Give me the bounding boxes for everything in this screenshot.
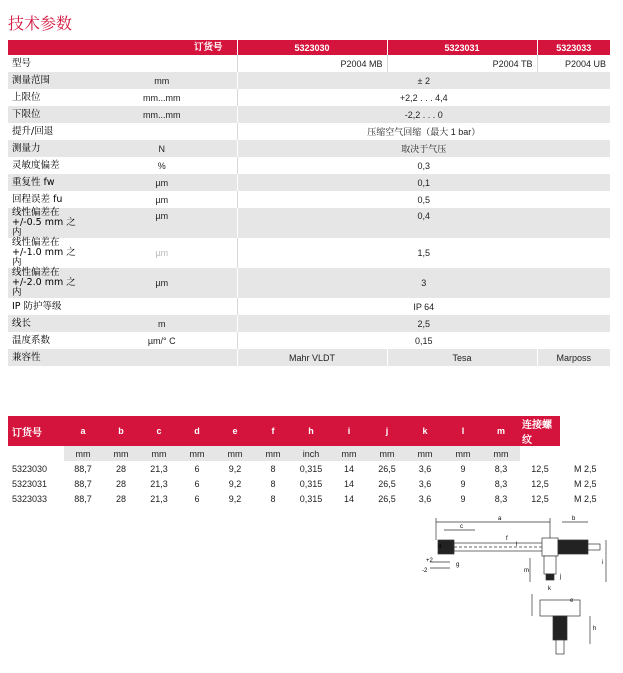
dim-data-row xyxy=(8,461,610,476)
dimension-table xyxy=(8,416,610,506)
dim-label-f: f xyxy=(506,536,508,542)
spec-unit: µm xyxy=(87,208,237,238)
spec-row xyxy=(8,72,610,89)
spec-label: 线性偏差在 +/-0.5 mm 之内 xyxy=(8,208,87,238)
dim-data-cell: 26,5 xyxy=(368,491,406,506)
spec-unit: µm xyxy=(87,191,237,208)
dim-data-cell: 9,2 xyxy=(216,491,254,506)
spec-value: Tesa xyxy=(387,349,537,366)
spec-unit: % xyxy=(87,157,237,174)
spec-row xyxy=(8,238,610,268)
spec-unit xyxy=(87,349,237,366)
spec-unit: µm xyxy=(87,238,237,268)
dim-label-a: a xyxy=(498,516,502,522)
dim-data-cell: 3,6 xyxy=(406,461,444,476)
spec-label: 兼容性 xyxy=(8,349,87,366)
spec-row xyxy=(8,332,610,349)
spec-row xyxy=(8,157,610,174)
dim-data-cell: 6 xyxy=(178,461,216,476)
dim-body xyxy=(8,461,610,506)
dim-data-cell: 3,6 xyxy=(406,476,444,491)
spec-value: Mahr VLDT xyxy=(237,349,387,366)
spec-label: 下限位 xyxy=(8,106,87,123)
dim-unit-cell: mm xyxy=(178,446,216,461)
dim-header-cell: d xyxy=(178,416,216,446)
dim-data-cell: M 2,5 xyxy=(560,461,610,476)
spec-row xyxy=(8,123,610,140)
dim-data-cell: M 2,5 xyxy=(560,476,610,491)
spec-value: 0,1 xyxy=(237,174,610,191)
dim-header-cell: a xyxy=(64,416,102,446)
dim-data-cell: 21,3 xyxy=(140,476,178,491)
spec-value: 3 xyxy=(237,268,610,298)
dim-unit-cell: mm xyxy=(64,446,102,461)
spec-unit: µm/° C xyxy=(87,332,237,349)
dim-unit-cell: mm xyxy=(482,446,520,461)
spec-table xyxy=(8,40,610,366)
spec-value: 0,3 xyxy=(237,157,610,174)
spec-value: Marposs xyxy=(537,349,610,366)
spec-label: 测量力 xyxy=(8,140,87,157)
spec-row xyxy=(8,268,610,298)
dim-data-cell: 8,3 xyxy=(482,461,520,476)
dim-data-cell: 28 xyxy=(102,476,140,491)
spec-row xyxy=(8,349,610,366)
dim-header-cell: 订货号 xyxy=(8,416,64,446)
technical-drawing xyxy=(420,510,610,670)
spec-label: 回程误差 fu xyxy=(8,191,87,208)
dim-data-cell: 12,5 xyxy=(520,461,560,476)
dim-label-h: h xyxy=(593,626,597,632)
dim-unit-cell: mm xyxy=(406,446,444,461)
spec-value: IP 64 xyxy=(237,298,610,315)
spec-row xyxy=(8,55,610,72)
dim-data-cell: 12,5 xyxy=(520,491,560,506)
spec-label: 测量范围 xyxy=(8,72,87,89)
dim-data-cell: 0,315 xyxy=(292,461,330,476)
dim-header-cell: h xyxy=(292,416,330,446)
spec-value: ± 2 xyxy=(237,72,610,89)
dim-label-plus2: +2 xyxy=(426,558,433,564)
spec-label: 灵敏度偏差 xyxy=(8,157,87,174)
dim-data-cell: 8 xyxy=(254,491,292,506)
spec-unit xyxy=(87,123,237,140)
dim-data-cell: 14 xyxy=(330,491,368,506)
spec-label: 重复性 fw xyxy=(8,174,87,191)
spec-label: 线性偏差在 +/-2.0 mm 之内 xyxy=(8,268,87,298)
dim-data-cell: 12,5 xyxy=(520,476,560,491)
dim-data-row xyxy=(8,491,610,506)
dim-units-row xyxy=(8,446,610,461)
spec-row xyxy=(8,174,610,191)
dim-data-cell: 0,315 xyxy=(292,476,330,491)
dim-header-cell: i xyxy=(330,416,368,446)
spec-row xyxy=(8,191,610,208)
dim-header-row xyxy=(8,416,610,446)
spec-label: 提升/回退 xyxy=(8,123,87,140)
dim-data-cell: 9 xyxy=(444,491,482,506)
spec-unit: m xyxy=(87,315,237,332)
dim-header-cell: k xyxy=(406,416,444,446)
dim-data-cell: 6 xyxy=(178,476,216,491)
spec-value: 2,5 xyxy=(237,315,610,332)
dim-unit-cell xyxy=(520,446,560,461)
dim-label-minus2: -2 xyxy=(422,568,428,574)
dim-unit-cell: mm xyxy=(444,446,482,461)
dim-data-cell: 8,3 xyxy=(482,491,520,506)
spec-label: 上限位 xyxy=(8,89,87,106)
dim-label-g: g xyxy=(456,562,460,568)
spec-value: 0,4 xyxy=(237,208,610,238)
dim-data-cell: 28 xyxy=(102,461,140,476)
dim-data-cell: 5323030 xyxy=(12,463,48,474)
dim-data-cell: 14 xyxy=(330,476,368,491)
dim-data-cell: 0,315 xyxy=(292,491,330,506)
dim-header-cell: e xyxy=(216,416,254,446)
spec-value: 0,15 xyxy=(237,332,610,349)
spec-header-label: 订货号 xyxy=(8,40,237,55)
dim-data-cell: 21,3 xyxy=(140,491,178,506)
dim-data-cell: 28 xyxy=(102,491,140,506)
dim-data-cell: 8 xyxy=(254,461,292,476)
spec-label: 温度系数 xyxy=(8,332,87,349)
spec-row xyxy=(8,315,610,332)
dim-data-cell: 9,2 xyxy=(216,461,254,476)
dim-unit-cell: inch xyxy=(292,446,330,461)
spec-value: P2004 MB xyxy=(237,55,387,72)
dim-unit-cell: mm xyxy=(254,446,292,461)
spec-row xyxy=(8,208,610,238)
dim-data-cell: M 2,5 xyxy=(560,491,610,506)
dim-data-cell: 14 xyxy=(330,461,368,476)
dim-unit-cell: mm xyxy=(102,446,140,461)
spec-row xyxy=(8,89,610,106)
dim-header-cell: m xyxy=(482,416,520,446)
spec-value: 取决于气压 xyxy=(237,140,610,157)
spec-label: 线性偏差在 +/-1.0 mm 之内 xyxy=(8,238,87,268)
spec-value: 0,5 xyxy=(237,191,610,208)
dim-label-b: b xyxy=(572,516,576,522)
dim-label-k: k xyxy=(548,586,551,592)
spec-header-row xyxy=(8,40,610,55)
dim-label-d: d xyxy=(438,544,442,550)
dim-data-cell: 21,3 xyxy=(140,461,178,476)
dim-data-cell: 8 xyxy=(254,476,292,491)
dim-data-cell: 88,7 xyxy=(64,461,102,476)
spec-unit: mm...mm xyxy=(87,106,237,123)
spec-unit xyxy=(87,298,237,315)
dim-data-cell: 8,3 xyxy=(482,476,520,491)
dim-label-c: c xyxy=(460,524,463,530)
dim-header-cell: j xyxy=(368,416,406,446)
spec-header-col: 5323033 xyxy=(537,40,610,55)
spec-value: P2004 TB xyxy=(387,55,537,72)
spec-unit: µm xyxy=(87,174,237,191)
dim-data-cell: 88,7 xyxy=(64,476,102,491)
dim-label-m: m xyxy=(524,568,529,574)
spec-value: -2,2 . . . 0 xyxy=(237,106,610,123)
spec-header-col: 5323031 xyxy=(387,40,537,55)
dim-data-cell: 9 xyxy=(444,461,482,476)
dim-data-cell: 3,6 xyxy=(406,491,444,506)
dim-header-cell: c xyxy=(140,416,178,446)
dim-data-cell: 5323033 xyxy=(12,493,48,504)
dim-header-cell: f xyxy=(254,416,292,446)
spec-value: P2004 UB xyxy=(537,55,610,72)
dim-data-cell: 26,5 xyxy=(368,476,406,491)
spec-value: 1,5 xyxy=(237,238,610,268)
spec-unit: µm xyxy=(87,268,237,298)
dim-unit-cell: mm xyxy=(216,446,254,461)
spec-unit: N xyxy=(87,140,237,157)
dim-label-e: e xyxy=(570,598,574,604)
dim-header-cell: l xyxy=(444,416,482,446)
dim-label-l: l xyxy=(516,542,518,548)
dim-header-cell: b xyxy=(102,416,140,446)
dim-data-cell: 26,5 xyxy=(368,461,406,476)
dim-data-row xyxy=(8,476,610,491)
dim-label-j: j xyxy=(560,574,562,580)
spec-row xyxy=(8,298,610,315)
dim-data-cell: 5323031 xyxy=(12,478,48,489)
dim-header-cell: 连接螺纹 xyxy=(520,416,560,446)
dim-unit-cell: mm xyxy=(330,446,368,461)
spec-label: 型号 xyxy=(8,55,87,72)
dim-label-i: i xyxy=(602,560,604,566)
spec-header-col: 5323030 xyxy=(237,40,387,55)
spec-row xyxy=(8,140,610,157)
spec-value: 压缩空气回缩（最大 1 bar） xyxy=(237,123,610,140)
dim-data-cell: 9,2 xyxy=(216,476,254,491)
dim-unit-cell xyxy=(8,446,64,461)
spec-label: 线长 xyxy=(8,315,87,332)
spec-unit xyxy=(87,55,237,72)
spec-value: +2,2 . . . 4,4 xyxy=(237,89,610,106)
dim-unit-cell: mm xyxy=(368,446,406,461)
dim-unit-cell: mm xyxy=(140,446,178,461)
dim-data-cell: 9 xyxy=(444,476,482,491)
dim-data-cell: 6 xyxy=(178,491,216,506)
spec-unit: mm xyxy=(87,72,237,89)
dim-data-cell: 88,7 xyxy=(64,491,102,506)
spec-row xyxy=(8,106,610,123)
spec-label: IP 防护等级 xyxy=(8,298,87,315)
section-title: 技术参数 xyxy=(8,14,73,33)
spec-unit: mm...mm xyxy=(87,89,237,106)
